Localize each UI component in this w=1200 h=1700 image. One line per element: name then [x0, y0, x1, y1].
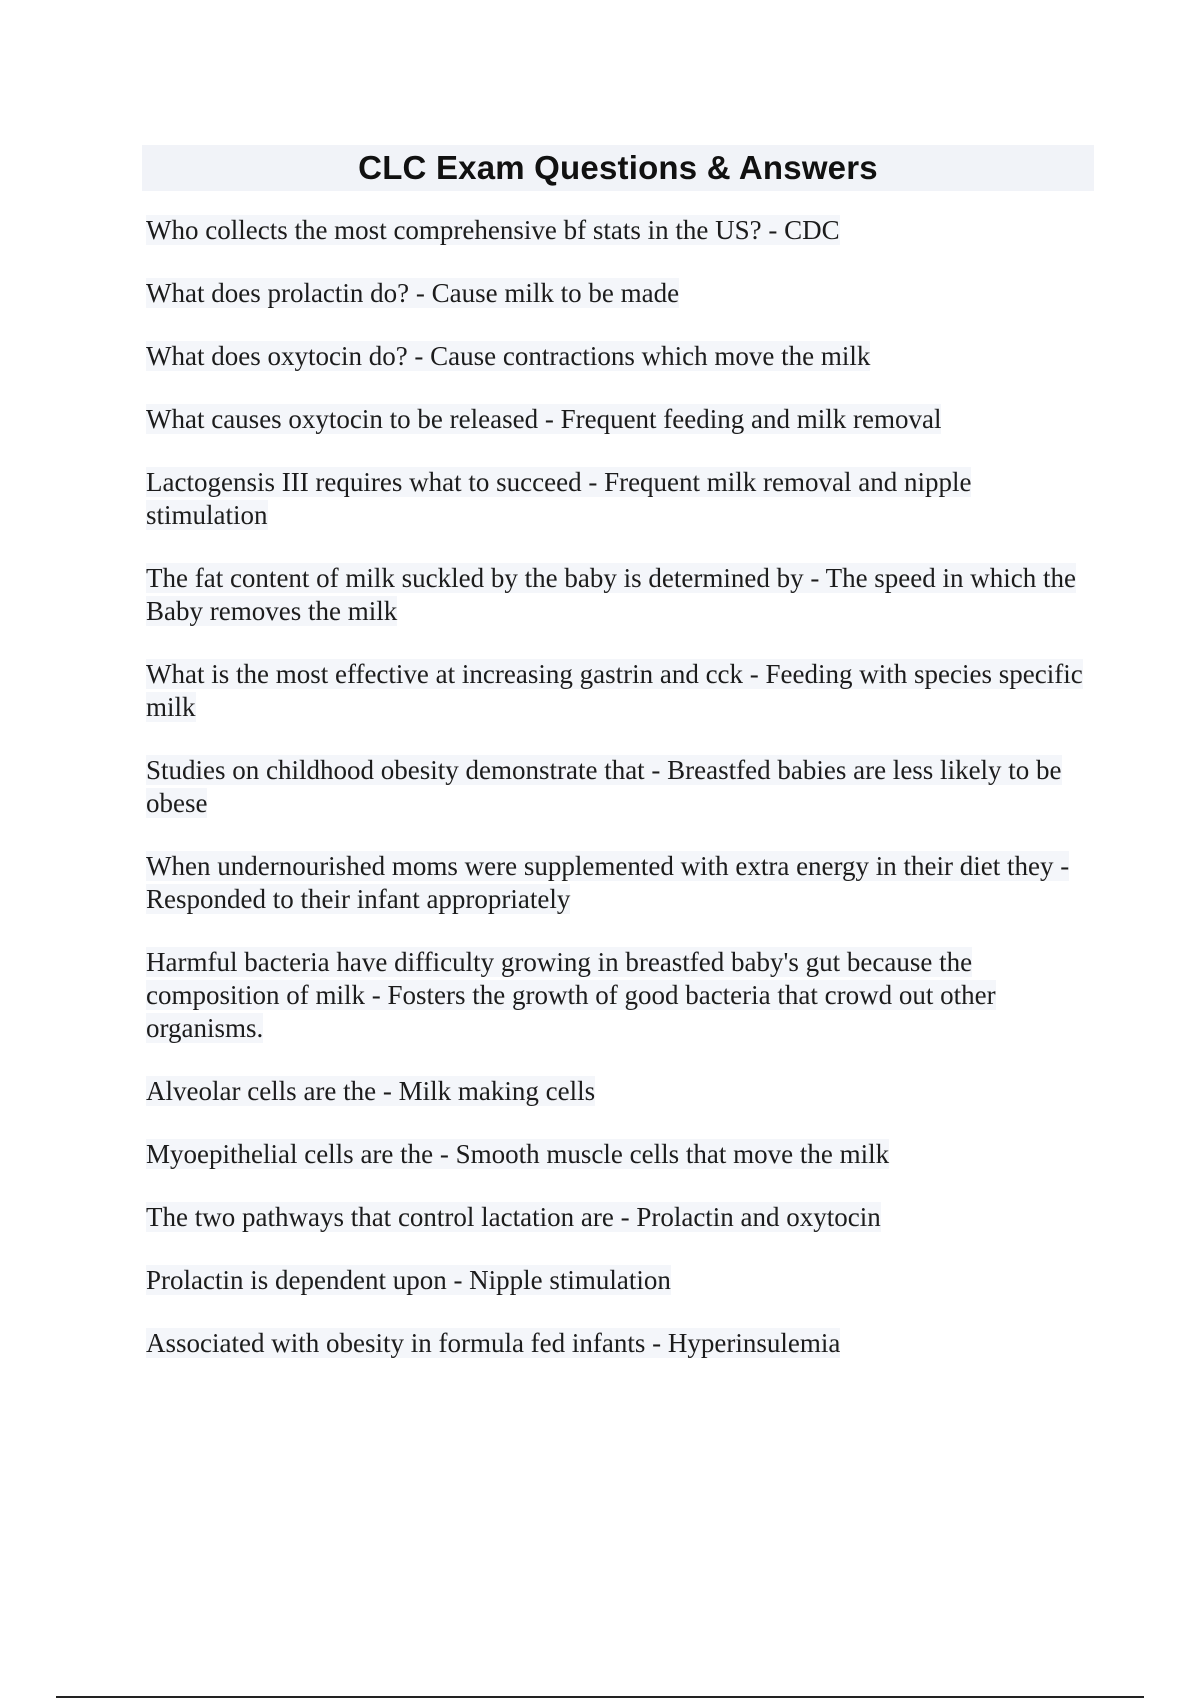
- qa-text: Myoepithelial cells are the - Smooth muscle cells that move the milk: [146, 1139, 890, 1169]
- qa-text: What causes oxytocin to be released - Frequent feeding and milk removal: [146, 404, 942, 434]
- qa-text: The fat content of milk suckled by the baby is determined by - The speed in which the Baby removes the milk: [146, 563, 1076, 626]
- qa-text: Alveolar cells are the - Milk making cells: [146, 1076, 596, 1106]
- qa-text: Harmful bacteria have difficulty growing in breastfed baby's gut because the composition of milk - Fosters the growth of good bacteria that crowd out other organisms.: [146, 947, 996, 1043]
- qa-text: What is the most effective at increasing gastrin and cck - Feeding with species specific milk: [146, 659, 1083, 722]
- qa-item: [146, 1327, 1086, 1360]
- qa-item: [146, 1264, 1086, 1297]
- qa-item: [146, 946, 1086, 1045]
- qa-item: [146, 214, 1086, 247]
- qa-text: The two pathways that control lactation are - Prolactin and oxytocin: [146, 1202, 881, 1232]
- title-band: [142, 145, 1094, 191]
- qa-text: What does oxytocin do? - Cause contractions which move the milk: [146, 341, 871, 371]
- qa-item: [146, 466, 1086, 532]
- qa-item: [146, 1075, 1086, 1108]
- qa-text: When undernourished moms were supplemented with extra energy in their diet they - Responded to their infant appropriately: [146, 851, 1070, 914]
- qa-item: [146, 562, 1086, 628]
- qa-item: [146, 403, 1086, 436]
- qa-item: [146, 850, 1086, 916]
- qa-item: [146, 754, 1086, 820]
- qa-text: What does prolactin do? - Cause milk to be made: [146, 278, 680, 308]
- qa-text: Prolactin is dependent upon - Nipple stimulation: [146, 1265, 671, 1295]
- document-title: CLC Exam Questions & Answers: [358, 149, 878, 186]
- qa-text: Studies on childhood obesity demonstrate that - Breastfed babies are less likely to be obese: [146, 755, 1062, 818]
- qa-list: [146, 214, 1086, 1390]
- qa-item: [146, 277, 1086, 310]
- qa-item: [146, 340, 1086, 373]
- qa-item: [146, 1138, 1086, 1171]
- qa-item: [146, 1201, 1086, 1234]
- qa-text: Lactogensis III requires what to succeed - Frequent milk removal and nipple stimulation: [146, 467, 972, 530]
- footer-rule: [56, 1696, 1144, 1698]
- qa-item: [146, 658, 1086, 724]
- qa-text: Who collects the most comprehensive bf stats in the US? - CDC: [146, 215, 840, 245]
- qa-text: Associated with obesity in formula fed infants - Hyperinsulemia: [146, 1328, 841, 1358]
